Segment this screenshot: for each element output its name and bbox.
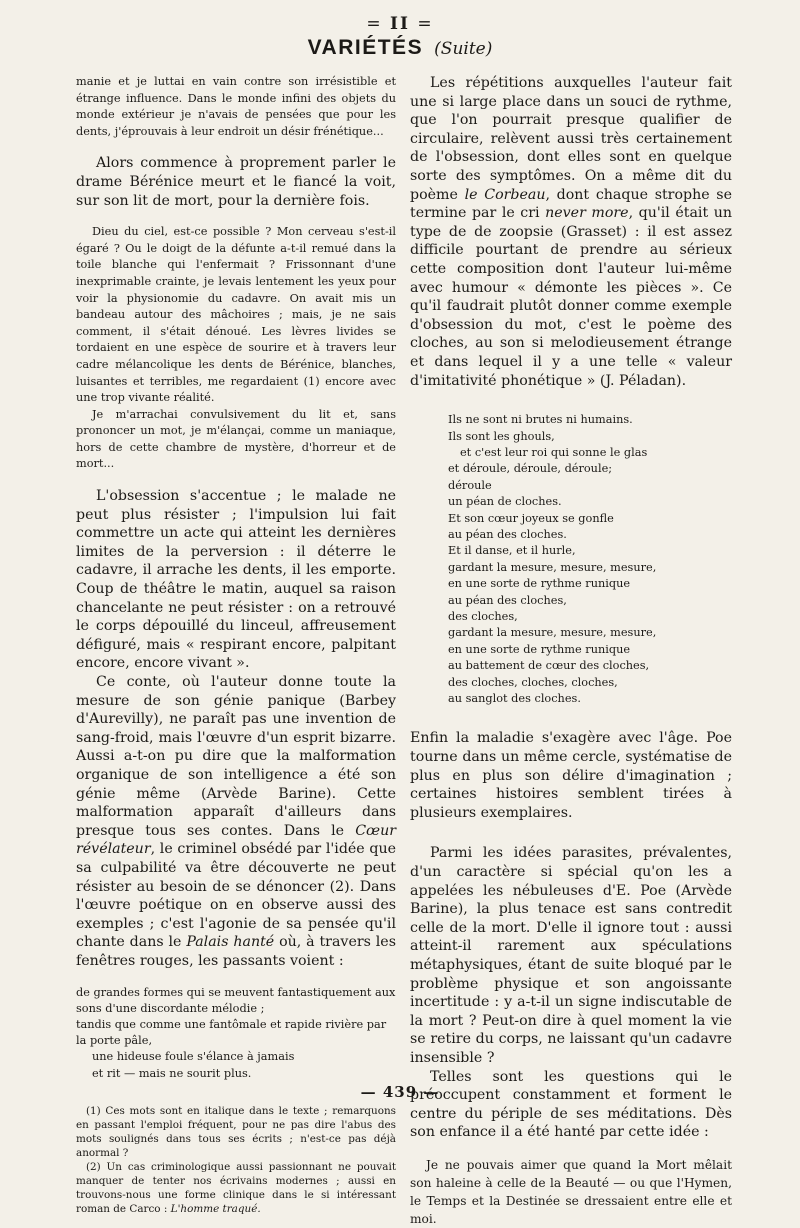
right-paragraph-maladie: Enfin la maladie s'exagère avec l'âge. Poe tourne dans un même cercle, systématise de plus en plus son délire d'imagination ; certaines histoires semblent tirées à plusieurs exemplaires. (410, 730, 732, 821)
right-paragraph-idees-parasites: Parmi les idées parasites, prévalentes, d'un caractère si spécial qu'on les a appelées les nébuleuses d'E. Poe (Arvède Barine), la plus tenace est sans contredit celle de la mort. D'elle il ignore tout : aussi atteint-il rarement aux spéculations métaphysiques, étant de suite bloqué par le problème physique et son angoissante incertitude : y a-t-il un signe indiscutable de la mort ? Peut-on dire à quel moment la vie se retire du corps, ne laissant qu'un cadavre insensible ? (410, 845, 732, 1066)
poem-line: Ils ne sont ni brutes ni humains. (448, 413, 633, 427)
poem-line: Et son cœur joyeux se gonfle (448, 511, 614, 525)
right-paragraph-repetitions: Les répétitions auxquelles l'auteur fait une si large place dans un souci de rythme, que l'on pourrait presque qualifier de circulaire, relèvent aussi très certainement de l'obsession, dont elles sont en quelque sorte des symptômes. On a même dit du poème le Corbeau, dont chaque strophe se termine par le cri never more, qu'il était un type de de zoopsie (Grasset) : il est assez difficile pourtant de prendre au sérieux cette composition dont l'auteur lui-même avec humour « démonte les pièces ». Ce qu'il faudrait plutôt donner comme exemple d'obsession du mot, c'est le poème des cloches, au son si melodieusement étrange et dans lequel il y a une telle « valeur d'imitativité phonétique » (J. Péladan). (410, 75, 732, 389)
footnote-2: (2) Un cas criminologique aussi passionnant ne pouvait manquer de tenter nos écrivains modernes ; aussi en trouvons-nous une forme clinique dans le si intéressant roman de Carco : L'homme traqué. (76, 1160, 396, 1215)
section-subtitle: (Suite) (434, 39, 493, 59)
left-quote-dieu-du-ciel: Dieu du ciel, est-ce possible ? Mon cerveau s'est-il égaré ? Ou le doigt de la défunte a-t-il remué dans la toile blanche qui l'enfermait ? Frissonnant d'une inexprimable crainte, je levais lentement les yeux pour voir la physionomie du cadavre. On avait mis un bandeau autour des mâchoires ; mais, je ne sais comment, il s'était dénoué. Les lèvres livides se tordaient en une espèce de sourire et à travers leur cadre mélancolique les dents de Bérénice, blanches, luisantes et terribles, me regardaient (1) encore avec une trop vivante réalité. (76, 225, 396, 405)
left-quote-arrachai: Je m'arrachai convulsivement du lit et, sans prononcer un mot, je m'élançai, comme un maniaque, hors de cette chambre de mystère, d'horreur et de mort... (76, 407, 396, 471)
verse-line: une hideuse foule s'élance à jamais (92, 1050, 295, 1064)
right-column (410, 74, 732, 1228)
poem-des-cloches (410, 412, 732, 707)
poem-line: des cloches, (448, 609, 518, 623)
page-roman-numeral: = II = (0, 14, 800, 34)
page-header (0, 14, 800, 60)
poem-line: Ils sont les ghouls, (448, 429, 555, 443)
right-paragraph-questions: Telles sont les questions qui le préoccupent constamment et forment le centre du périple de ses méditations. Dès son enfance il a été hanté par cette idée : (410, 1068, 732, 1141)
left-paragraph-conte: Ce conte, où l'auteur donne toute la mesure de son génie panique (Barbey d'Aurevilly), ne paraît pas une invention de sang-froid, mais l'œuvre d'un esprit bizarre. Aussi a-t-on pu dire que la malformation organique de son intelligence a été son génie même (Arvède Barine). Cette malformation apparaît d'ailleurs dans presque tous ses contes. Dans le Cœur révélateur, le criminel obsédé par l'idée que sa culpabilité va être découverte ne peut résister au besoin de se dénoncer (2). Dans l'œuvre poétique on en observe aussi des exemples ; c'est l'agonie de sa pensée qu'il chante dans le Palais hanté où, à travers les fenêtres rouges, les passants voient : (76, 674, 396, 969)
left-verse-palais-hante (76, 985, 396, 1082)
poem-line: et déroule, déroule, déroule; (448, 462, 613, 476)
right-quote-mort: Je ne pouvais aimer que quand la Mort mêlait son haleine à celle de la Beauté — ou que l'Hymen, le Temps et la Destinée se dressaient entre elle et moi. (410, 1157, 732, 1226)
poem-line: des cloches, cloches, cloches, (448, 675, 618, 689)
page-number: — 439 — (360, 1083, 440, 1101)
section-title-line (0, 36, 800, 60)
verse-line: et rit — mais ne sourit plus. (92, 1066, 252, 1080)
poem-line: Et il danse, et il hurle, (448, 544, 576, 558)
footnote-1: (1) Ces mots sont en italique dans le texte ; remarquons en passant l'emploi fréquent, pour ne pas dire l'abus des mots soulignés dans tous ses écrits ; n'est-ce pas déjà anormal ? (76, 1104, 396, 1159)
left-quote-continuation: manie et je luttai en vain contre son irrésistible et étrange influence. Dans le monde infini des objets du monde extérieur je n'avais de pensées que pour les dents, j'éprouvais à leur endroit un désir frénétique... (76, 75, 396, 138)
poem-line: et c'est leur roi qui sonne le glas (460, 445, 648, 459)
poem-line: au battement de cœur des cloches, (448, 659, 650, 673)
poem-line: au péan des cloches, (448, 593, 567, 607)
poem-line: déroule (448, 478, 492, 492)
poem-line: un péan de cloches. (448, 495, 562, 509)
left-paragraph-drame: Alors commence à proprement parler le drame Bérénice meurt et le fiancé la voit, sur son lit de mort, pour la dernière fois. (76, 155, 396, 209)
poem-line: gardant la mesure, mesure, mesure, (448, 560, 657, 574)
poem-line: au péan des cloches. (448, 527, 567, 541)
left-column (76, 74, 396, 1216)
poem-line: au sanglot des cloches. (448, 692, 581, 705)
left-paragraph-obsession: L'obsession s'accentue ; le malade ne peut plus résister ; l'impulsion lui fait commettre un acte qui atteint les dernières limites de la perversion : il déterre le cadavre, il arrache les dents, il les emporte. Coup de théâtre le matin, auquel sa raison chancelante ne peut résister : on a retrouvé le corps dépouillé du linceul, affreusement défiguré, mais « respirant encore, palpitant encore, encore vivant ». (76, 488, 396, 672)
section-title: VARIÉTÉS (307, 36, 424, 59)
verse-line: tandis que comme une fantômale et rapide rivière par la porte pâle, (76, 1017, 387, 1048)
poem-line: gardant la mesure, mesure, mesure, (448, 626, 657, 640)
verse-line: de grandes formes qui se meuvent fantastiquement aux sons d'une discordante mélodie ; (76, 985, 396, 1015)
poem-line: en une sorte de rythme runique (448, 577, 631, 591)
poem-line: en une sorte de rythme runique (448, 642, 631, 656)
